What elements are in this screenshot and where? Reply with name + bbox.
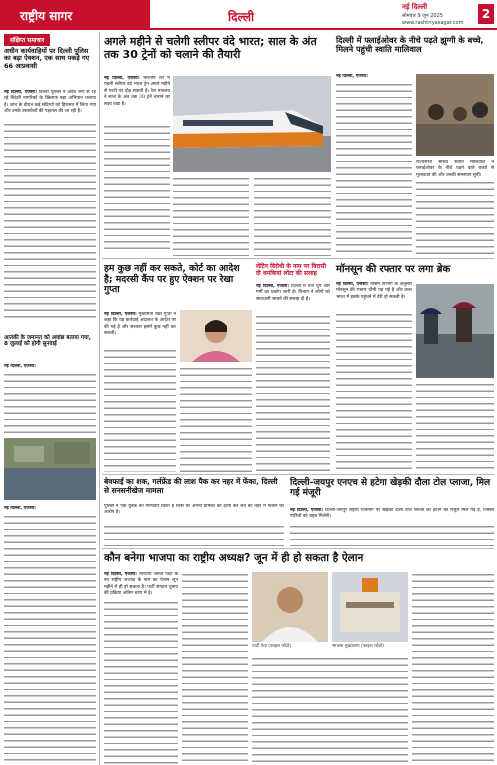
lower-left-text	[104, 524, 284, 546]
children-studying-image	[416, 74, 494, 156]
middle-col2-text	[180, 366, 252, 472]
left-photo	[4, 438, 96, 500]
column-divider	[99, 32, 100, 765]
rekha-gupta-image	[180, 310, 252, 362]
bottom-col1-text	[104, 600, 178, 764]
left-dateline-2: नई दिल्ली, एजेंसी।	[4, 364, 36, 369]
lower-left-body	[104, 504, 284, 524]
monsoon-dateline: नई दिल्ली, एजेंसी।	[336, 282, 369, 287]
bottom-col4-text	[412, 572, 494, 764]
party-leader-image	[252, 572, 328, 642]
right-top-col2-text	[416, 180, 494, 256]
left-headline: अधीन कार्यवाहियों पर दिल्ली पुलिस का बड़ा ऐक्शन, एक साथ पकड़े गए 66 आप्रवासी	[4, 47, 90, 70]
lower-left-headline: बेवफाई का शक, गर्लफ्रेंड की लाश पैक कर नहर में फेंका, दिल्ली से सनसनीखेज मामला	[104, 477, 278, 495]
bottom-photo-2	[332, 572, 408, 642]
left-dateline: नई दिल्ली, एजेंसी।	[4, 90, 37, 95]
paper-name: नई दिल्ली	[402, 3, 428, 11]
bjp-office-image	[332, 572, 408, 642]
left-body-continuation	[4, 122, 96, 322]
left-dateline-3: नई दिल्ली, एजेंसी।	[4, 506, 36, 511]
bottom-col1	[104, 572, 178, 596]
monsoon-photo	[416, 284, 494, 378]
right-top-body: राज्यसभा सांसद स्वाति मालिवाल ने फ्लाईओवर के नीचे पढ़ने वाले बच्चों से मुलाकात की और उनकी समस्याएं सुनीं।	[416, 160, 494, 178]
monsoon-col2-text	[416, 382, 494, 472]
middle-col1	[104, 312, 176, 352]
side-brief-body: दिल्ली में तेज धूप और गर्मी का प्रकोप जारी है। विभाग ने लोगों को सावधानी बरतने की सलाह दी है।	[256, 284, 330, 302]
lower-left-body-text: पुलिस ने एक युवक को गिरफ्तार किया है जिस पर अपनी प्रेमिका की हत्या कर शव को नहर में फेंकने का आरोप है।	[104, 504, 284, 516]
top-body-text: भारतीय रेल में पहली स्लीपर वंदे भारत ट्रेन अगले महीने से पटरी पर दौड़ सकती है। रेल मंत्रालय ने साल के अंत तक 30 ट्रेनें चलाने का लक्ष्य रखा है।	[104, 76, 170, 107]
monsoon-body-text: मौसम विभाग के अनुसार मॉनसून की रफ्तार धीमी पड़ गई है और उत्तर भारत में इसके पहुंचने में देरी हो सकती है।	[336, 282, 412, 300]
section-divider-3	[102, 548, 494, 549]
bottom-dateline: नई दिल्ली, एजेंसी।	[104, 572, 137, 577]
right-top-dateline: नई दिल्ली, एजेंसी।	[336, 74, 368, 79]
vande-bharat-train-image	[173, 76, 331, 172]
monsoon-headline: मॉनसून की रफ्तार पर लगा ब्रेक	[336, 264, 451, 275]
top-story-col1-text	[104, 124, 170, 254]
left-body-text: दिल्ली पुलिस ने अवैध रूप से रह रहे विदेशी नागरिकों के खिलाफ बड़ा अभियान चलाया है। जांच के दौरान कई संदिग्धों को हिरासत में लिया गया और उनके दस्तावेजों की पड़ताल की जा रही है।	[4, 90, 96, 115]
page-number: 2	[478, 4, 494, 24]
side-brief-body-wrap	[256, 284, 330, 314]
top-story-col3-text	[254, 176, 331, 256]
left-subhead: आतंकी के जमानत को अवांछ बताया गया, 8 जुलाई को होगी सुनवाई	[4, 335, 91, 348]
section-divider-2	[102, 474, 494, 475]
masthead	[0, 0, 497, 30]
lower-right-dateline: नई दिल्ली, एजेंसी।	[290, 508, 323, 513]
top-dateline: नई दिल्ली, एजेंसी।	[104, 76, 140, 81]
bottom-photo-1	[252, 572, 328, 642]
section-title: दिल्ली	[228, 10, 255, 24]
side-brief-text	[256, 314, 330, 472]
section-divider	[102, 258, 494, 259]
monsoon-col1-text	[336, 312, 412, 472]
lower-right-headline: दिल्ली-जयपुर एनएच से हटेगा खेड़की दौला टोल प्लाजा, मिल गई मंजूरी	[290, 478, 491, 499]
lower-right-body-text: दिल्ली-जयपुर राष्ट्रीय राजमार्ग पर खेड़की दौला टोल प्लाजा को हटाने की मंजूरी मिल गई है, जिससे यात्रियों को राहत मिलेगी।	[290, 508, 494, 520]
bottom-col3-text	[252, 656, 408, 764]
canal-photo	[4, 438, 96, 500]
rain-street-image	[416, 284, 494, 378]
middle-headline: हम कुछ नहीं कर सकते, कोर्ट का आदेश है; मदरसी कैंप पर हुए ऐक्शन पर रेखा गुप्ता	[104, 263, 240, 296]
train-photo	[173, 76, 331, 172]
brief-news-tag: संक्षिप्त समाचार	[4, 34, 50, 46]
middle-col1-text	[104, 348, 176, 472]
bottom-col2-text	[182, 572, 248, 764]
maliwal-photo	[416, 74, 494, 156]
middle-body-text: मुख्यमंत्री रेखा गुप्ता ने कहा कि यह कार्रवाई अदालत के आदेश पर की गई है और सरकार इसमें कुछ नहीं कर सकती।	[104, 312, 176, 337]
bottom-body-text: भारतीय जनता पार्टी के नए राष्ट्रीय अध्यक्ष के नाम का ऐलान जून महीने में ही हो सकता है। पार्टी संगठन चुनाव की प्रक्रिया अंतिम चरण में है।	[104, 572, 178, 596]
bottom-headline: कौन बनेगा भाजपा का राष्ट्रीय अध्यक्ष? जून में ही हो सकता है ऐलान	[104, 552, 364, 564]
right-top-col1-text	[336, 82, 412, 256]
issue-date: सोमवार 9 जून 2025	[402, 13, 443, 19]
left-article3-text	[4, 514, 96, 764]
middle-dateline: नई दिल्ली, एजेंसी।	[104, 312, 137, 317]
bottom-caption-2: भाजपा मुख्यालय (फाइल फोटो)	[332, 644, 384, 649]
brand-logo: राष्ट्रीय सागर	[0, 0, 150, 28]
bottom-caption-1: पार्टी नेता (फाइल फोटो)	[252, 644, 292, 649]
right-top-headline: दिल्ली में फ्लाईओवर के नीचे पढ़ते झुग्गी के बच्चे, मिलने पहुंची स्वाति मालिवाल	[336, 35, 484, 55]
top-headline: अगले महीने से चलेगी स्लीपर वंदे भारत; साल के अंत तक 30 ट्रेनों को चलाने की तैयारी	[104, 35, 317, 61]
left-article2-text	[4, 372, 96, 436]
side-brief-dateline: नई दिल्ली, एजेंसी।	[256, 284, 289, 289]
top-story-col2-text	[173, 176, 249, 256]
website-url: www.rashtriyasagar.com	[402, 20, 464, 26]
lower-right-body	[290, 508, 494, 524]
side-brief-headline: लेटिन विरोधी के नाम पर विरासी दी धमकियां लोटा की सलाह	[256, 263, 327, 277]
monsoon-col1	[336, 282, 412, 312]
lower-right-text	[290, 524, 494, 546]
rekha-gupta-photo	[180, 310, 252, 362]
